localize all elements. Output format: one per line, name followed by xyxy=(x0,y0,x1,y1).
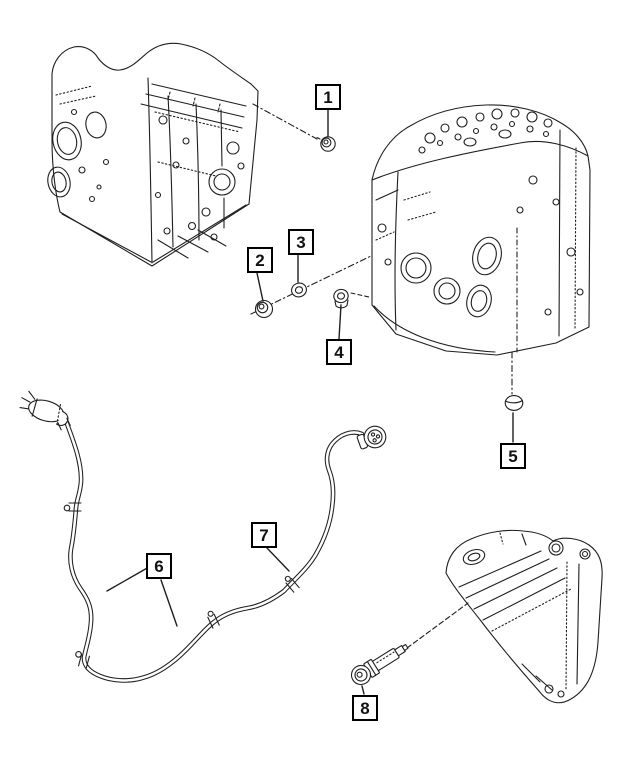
part-3-washer-art xyxy=(290,281,308,299)
alignment-line-part-8 xyxy=(407,603,468,648)
leader-2 xyxy=(257,273,263,301)
callout-3[interactable] xyxy=(288,229,314,255)
engine-block-bottom-right-art xyxy=(446,530,602,702)
alignment-line-part-1 xyxy=(253,104,317,139)
part-2-plug-art xyxy=(256,301,273,318)
engine-block-top-right-art xyxy=(372,105,590,355)
leader-4 xyxy=(339,305,341,339)
part-1-plug-art xyxy=(317,137,335,151)
leader-7 xyxy=(267,548,289,571)
callout-2[interactable] xyxy=(247,247,273,273)
wall-plug-art xyxy=(17,390,72,427)
leader-6b xyxy=(161,580,177,626)
callout-4[interactable] xyxy=(326,339,352,365)
callout-5[interactable] xyxy=(500,443,526,469)
callout-4-label: 4 xyxy=(334,342,344,362)
callout-3-label: 3 xyxy=(296,232,306,252)
cord-core xyxy=(66,421,362,680)
leader-6a xyxy=(107,567,149,591)
callout-8[interactable] xyxy=(352,695,378,721)
callout-leader-lines xyxy=(107,110,513,694)
engine-block-top-left-art xyxy=(45,43,258,266)
cable-clip-2 xyxy=(73,651,90,668)
heater-cord-assembly-art xyxy=(17,390,388,680)
callout-2-label: 2 xyxy=(255,250,265,270)
callout-7[interactable] xyxy=(251,522,277,548)
heater-connector-art xyxy=(355,423,389,453)
alignment-line-part-4 xyxy=(351,293,369,297)
callout-6[interactable] xyxy=(146,553,172,579)
callout-6-label: 6 xyxy=(154,556,164,576)
part-8-heater-element-art xyxy=(348,638,412,688)
leader-8 xyxy=(362,686,364,694)
callout-7-label: 7 xyxy=(259,525,269,545)
part-5-cup-plug-art xyxy=(505,396,523,411)
callout-1[interactable] xyxy=(315,84,341,110)
callout-8-label: 8 xyxy=(360,698,370,718)
callout-5-label: 5 xyxy=(508,446,518,466)
callout-1-label: 1 xyxy=(323,87,333,107)
